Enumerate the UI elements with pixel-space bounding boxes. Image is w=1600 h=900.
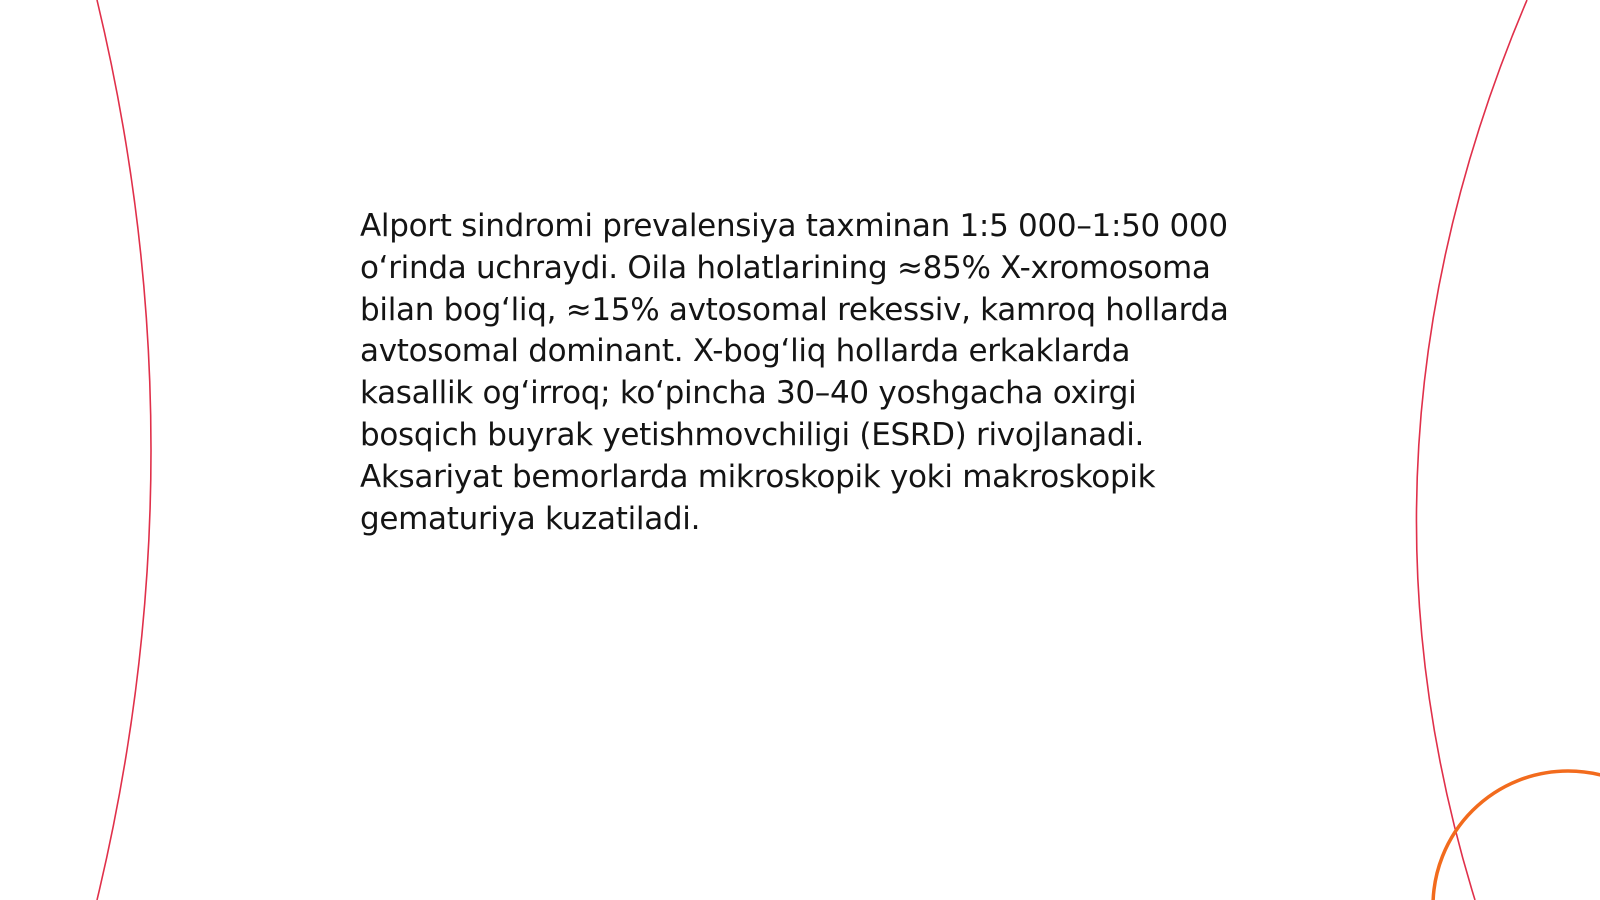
slide-body-text: Alport sindromi prevalensiya taxminan 1:5 000–1:50 000 oʻrinda uchraydi. Oila holatlarining ≈85% X-xromosoma bilan bogʻliq, ≈15% avtosomal rekessiv, kamroq hollarda avtosomal dominant. X-bogʻliq hollarda erkaklarda kasallik ogʻirroq; koʻpincha 30–40 yoshgacha oxirgi bosqich buyrak yetishmovchiligi (ESRD) rivojlanadi. Aksariyat bemorlarda mikroskopik yoki makroskopik gematuriya kuzatiladi.: [360, 208, 1229, 537]
corner-circle: [1433, 771, 1600, 900]
left-arc: [97, 0, 151, 900]
right-arc: [1416, 0, 1527, 900]
